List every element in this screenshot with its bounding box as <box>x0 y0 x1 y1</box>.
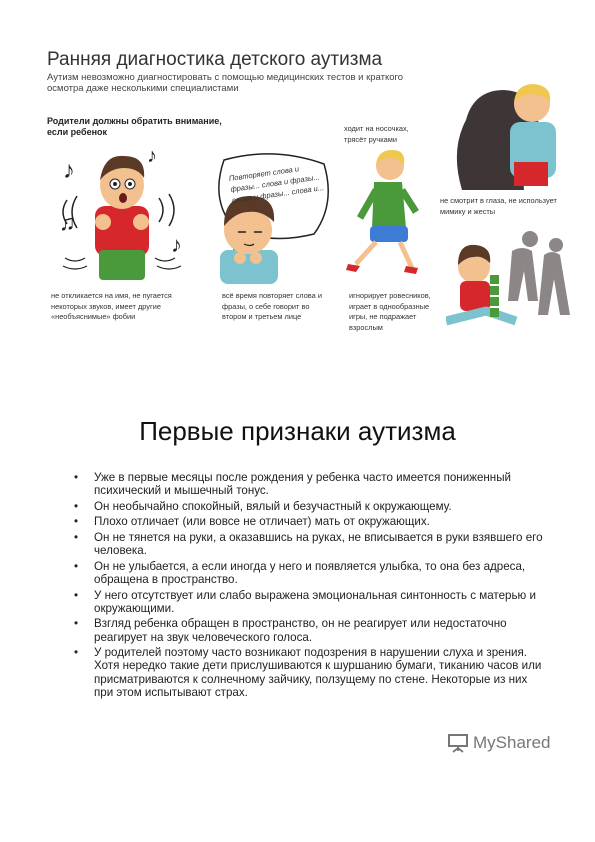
list-item: • Он не тянется на руки, а оказавшись на руках, не вписывается в руки взявшего его человека. <box>74 530 543 558</box>
svg-text:♪: ♪ <box>171 232 182 257</box>
caption-ignores-peers: игнорирует ровесников, играет в однообразные игры, не подражает взрослым <box>349 291 431 332</box>
tiptoe-boy-illustration <box>340 150 420 280</box>
brand-name: MyShared <box>473 733 551 752</box>
attention-heading: Родители должны обратить внимание, если ребенок <box>47 116 222 137</box>
speech-bubble-text: Повторяет слова и фразы... слова и фразы... слова и фразы... слова и... <box>228 164 325 205</box>
caption-name-response: не откликается на имя, не пугается некоторых звуков, имеет другие «необъяснимые» фобии <box>51 291 172 321</box>
presentation-board-icon <box>447 733 469 753</box>
mother-and-child-illustration <box>432 82 582 190</box>
list-item: • Уже в первые месяцы после рождения у ребенка часто имеется пониженный психический и мышечный тонус. <box>74 471 512 498</box>
list-item: • Взгляд ребенка обращен в пространство, он не реагирует или недостаточно реагирует на звук человеческого голоса. <box>74 617 507 644</box>
svg-text:♪: ♪ <box>63 157 75 184</box>
list-item: • У него отсутствует или слабо выражена эмоциональная синтонность с матерью и окружающими. <box>74 588 536 615</box>
caption-echolalia: всё время повторяет слова и фразы, о себе говорит во втором и третьем лице <box>222 291 322 321</box>
poster-title: Ранняя диагностика детского аутизма <box>47 49 383 70</box>
caption-eye-contact: не смотрит в глаза, не использует мимику и жесты <box>440 196 557 216</box>
poster-subtitle: Аутизм невозможно диагностировать с помощью медицинских тестов и краткого осмотра даже несколькими специалистами <box>47 72 404 94</box>
list-item: • Он необычайно спокойный, вялый и безучастный к окружающему. <box>74 499 452 513</box>
signs-list <box>74 471 544 701</box>
svg-text:♫: ♫ <box>59 210 76 235</box>
list-item: • У родителей поэтому часто возникают подозрения в нарушении слуха и зрения. Хотя нередко такие дети прислушиваются к шуршанию бумаги, тиканию часов или присматриваются к солнечному зайчику, ползущему по стене. Некоторые из них при этом испытывают страх. <box>74 646 542 699</box>
svg-text:♪: ♪ <box>147 145 157 167</box>
list-item: • Плохо отличает (или вовсе не отличает) мать от окружающих. <box>74 515 430 529</box>
list-item: • Он не улыбается, а если иногда у него и появляется улыбка, то она без адреса, обращена в пространство. <box>74 559 526 586</box>
myshared-logo[interactable] <box>447 733 550 753</box>
caption-tiptoe: ходит на носочках, трясёт ручками <box>344 124 409 144</box>
scared-boy-illustration <box>55 140 195 285</box>
playing-boy-illustration <box>446 225 586 343</box>
section-title: Первые признаки аутизма <box>139 416 456 446</box>
